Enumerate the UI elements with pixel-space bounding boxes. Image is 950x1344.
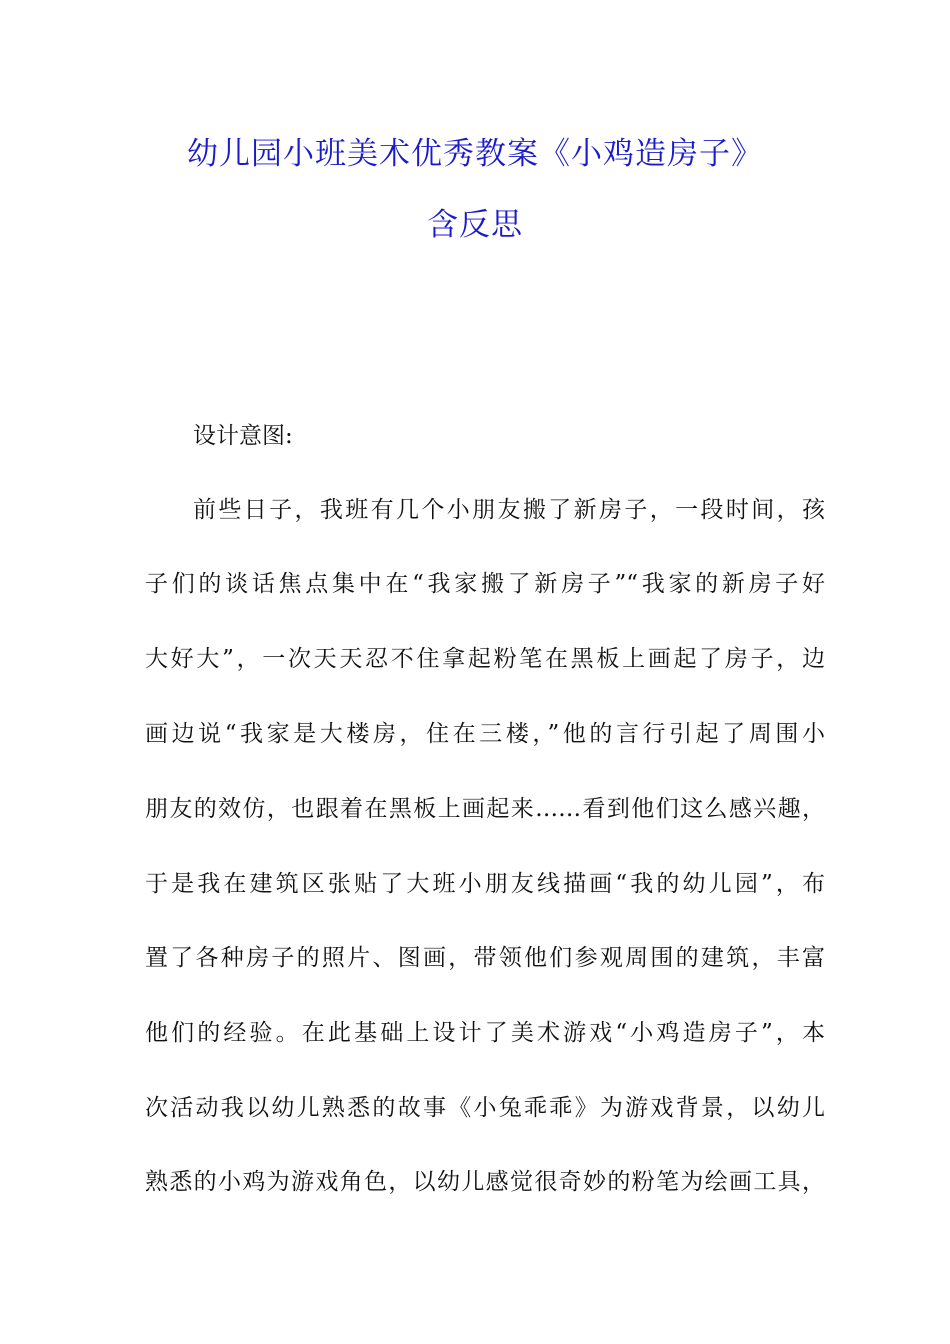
paragraph-line: 他们的经验。在此基础上设计了美术游戏“小鸡造房子”，本	[145, 1020, 825, 1046]
paragraph-line: 前些日子，我班有几个小朋友搬了新房子，一段时间，孩	[193, 497, 825, 523]
paragraph-line: 次活动我以幼儿熟悉的故事《小兔乖乖》为游戏背景，以幼儿	[145, 1095, 825, 1121]
paragraph-line: 置了各种房子的照片、图画，带领他们参观周围的建筑，丰富	[145, 945, 825, 971]
paragraph-line: 熟悉的小鸡为游戏角色，以幼儿感觉很奇妙的粉笔为绘画工具，	[145, 1169, 825, 1195]
document-title-line-1: 幼儿园小班美术优秀教案《小鸡造房子》	[187, 136, 763, 172]
paragraph-line: 子们的谈话焦点集中在“我家搬了新房子”“我家的新房子好	[145, 571, 825, 597]
section-heading: 设计意图:	[193, 423, 293, 449]
paragraph-line: 画边说“我家是大楼房，住在三楼，”他的言行引起了周围小	[145, 721, 825, 747]
paragraph-line: 朋友的效仿，也跟着在黑板上画起来……看到他们这么感兴趣，	[145, 796, 825, 822]
document-title-line-2: 含反思	[427, 207, 523, 243]
paragraph-line: 大好大”，一次天天忍不住拿起粉笔在黑板上画起了房子，边	[145, 646, 825, 672]
paragraph-line: 于是我在建筑区张贴了大班小朋友线描画“我的幼儿园”，布	[145, 871, 825, 897]
